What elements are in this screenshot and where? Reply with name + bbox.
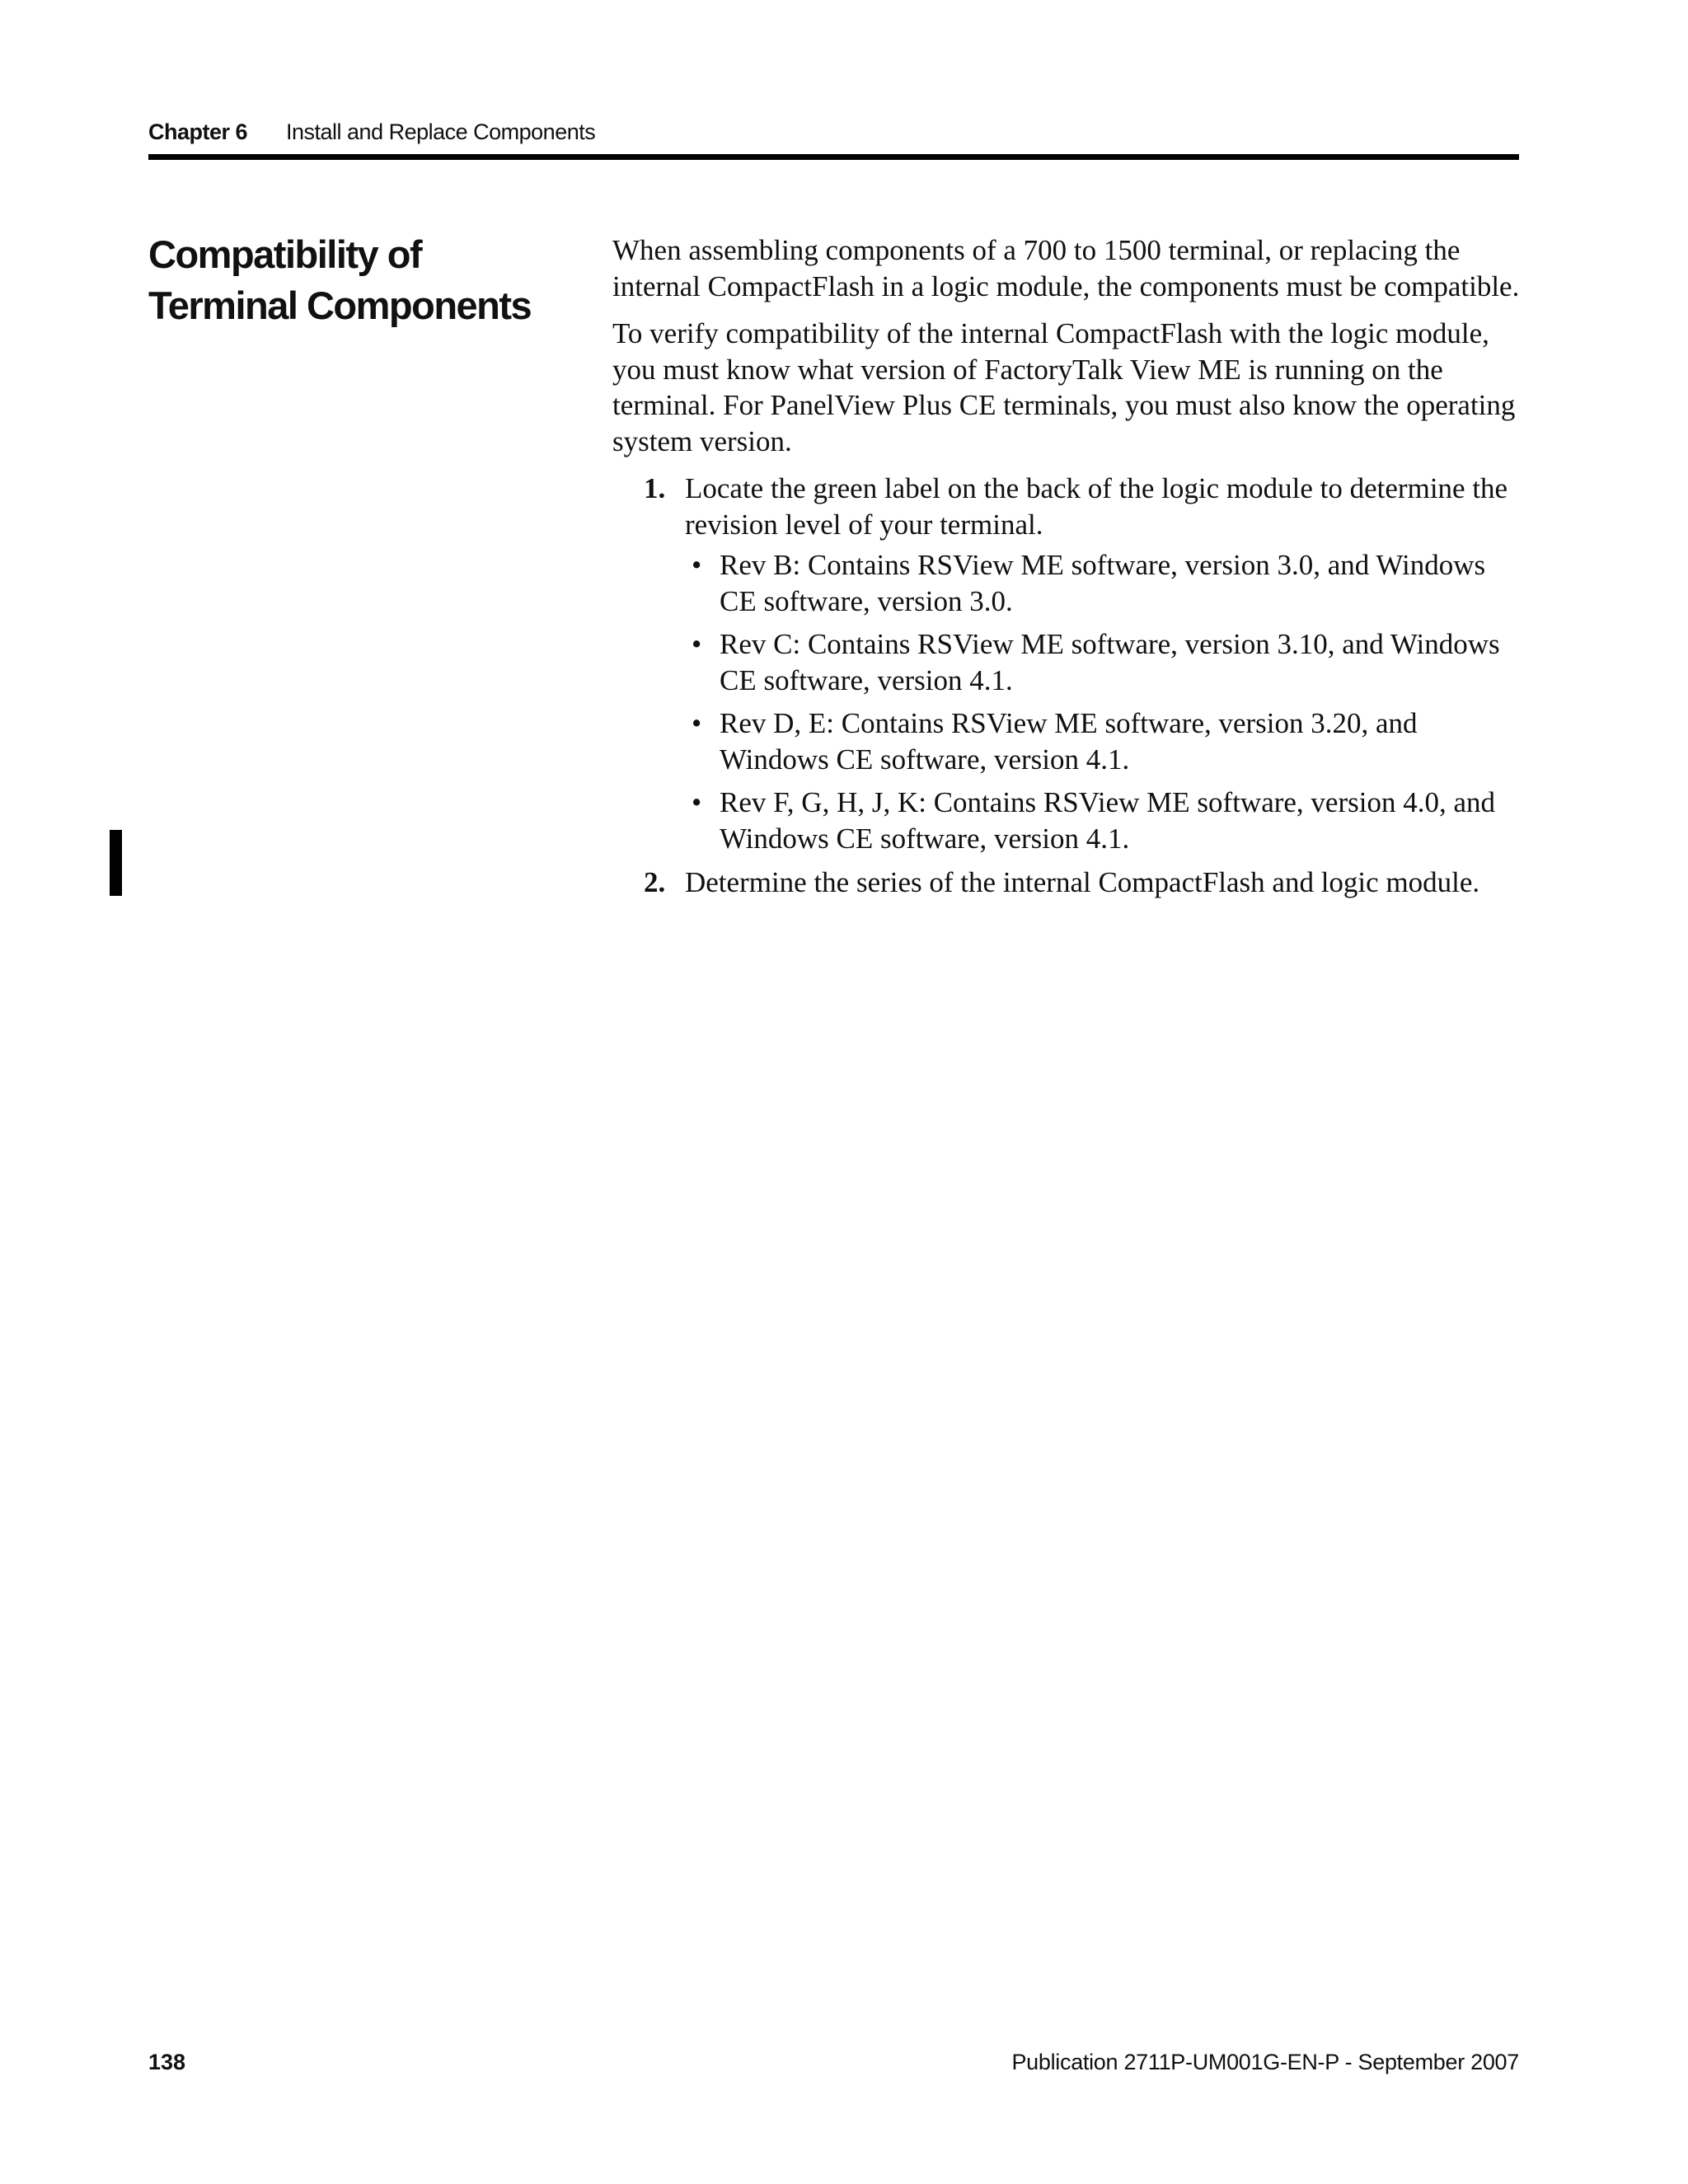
revision-item xyxy=(685,705,1527,777)
bullet-icon: • xyxy=(692,786,702,818)
running-header xyxy=(148,115,595,148)
verify-paragraph: To verify compatibility of the internal CompactFlash with the logic module, you must know what version of FactoryTalk View ME is running on the terminal. For PanelView Plus CE terminals, you must also know the operating system version. xyxy=(612,317,1516,457)
revision-item xyxy=(685,785,1527,856)
bullet-icon: • xyxy=(692,628,702,660)
revision-text: Rev D, E: Contains RSView ME software, version 3.20, and Windows CE software, version 4.1. xyxy=(720,707,1418,776)
revision-text: Rev B: Contains RSView ME software, version 3.0, and Windows CE software, version 3.0. xyxy=(720,549,1486,617)
chapter-title: Install and Replace Components xyxy=(286,120,596,144)
chapter-label: Chapter 6 xyxy=(148,120,248,144)
revision-item xyxy=(685,626,1527,698)
step-1 xyxy=(612,471,1527,856)
procedure-steps xyxy=(612,471,1527,901)
body-content xyxy=(612,232,1527,909)
section-title: Compatibility of Terminal Components xyxy=(148,232,532,327)
page-number: 138 xyxy=(148,2050,186,2074)
step-2 xyxy=(612,865,1527,901)
change-bar xyxy=(110,830,122,896)
revision-text: Rev C: Contains RSView ME software, version 3.10, and Windows CE software, version 4.1. xyxy=(720,628,1500,696)
step-number: 2. xyxy=(644,866,666,898)
intro-paragraph: When assembling components of a 700 to 1500 terminal, or replacing the internal CompactFlash in a logic module, the components must be compatible. xyxy=(612,234,1520,302)
step-number: 1. xyxy=(644,472,666,504)
bullet-icon: • xyxy=(692,707,702,739)
step-text: Determine the series of the internal CompactFlash and logic module. xyxy=(685,866,1480,898)
revision-list xyxy=(685,547,1527,856)
header-rule xyxy=(148,154,1519,160)
bullet-icon: • xyxy=(692,549,702,581)
step-text: Locate the green label on the back of the logic module to determine the revision level of your terminal. xyxy=(685,472,1508,541)
revision-text: Rev F, G, H, J, K: Contains RSView ME software, version 4.0, and Windows CE software, version 4.1. xyxy=(720,786,1496,855)
revision-item xyxy=(685,547,1527,619)
publication-info: Publication 2711P-UM001G-EN-P - September 2007 xyxy=(1011,2050,1519,2074)
